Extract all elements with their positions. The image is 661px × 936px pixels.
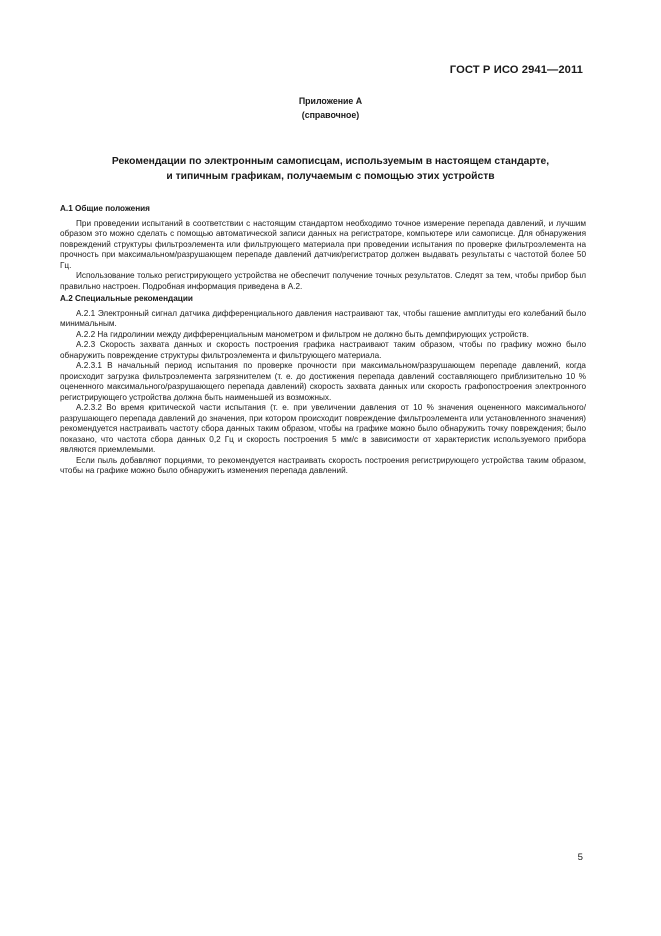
- annex-title: Приложение А: [298, 96, 363, 106]
- paragraph-a2-last: Если пыль добавляют порциями, то рекомендуется настраивать скорость построения регистрирующего устройства таким образом, чтобы на графике можно было обнаружить изменения перепада давлений.: [60, 455, 586, 475]
- annex-subtitle: (справочное): [301, 110, 360, 120]
- annex-heading: [0, 94, 661, 122]
- main-title-line2: и типичным графикам, получаемым с помощью этих устройств: [166, 170, 495, 182]
- main-title: [60, 155, 601, 184]
- page-number: 5: [577, 852, 583, 863]
- main-title-line1: Рекомендации по электронным самописцам, используемым в настоящем стандарте,: [111, 156, 550, 167]
- paragraph-a2-3-1: А.2.3.1 В начальный период испытания по проверке прочности при максимальном/разрушающем перепаде давлений, когда происходит загрузка фильтроэлемента загрязнителем (т. е. до достижения перепада давлений составляющего приблизительно 10 % оцененного максимального/разрушающего перепада давлений) скорость захвата данных или скорость графопостроения электронного регистрирующего устройства должна быть наименьшей из возможных.: [60, 361, 586, 402]
- paragraph-a2-1: А.2.1 Электронный сигнал датчика дифференциального давления настраивают так, чтобы гашение амплитуды его колебаний было минимальным.: [60, 308, 586, 328]
- standard-code: ГОСТ Р ИСО 2941—2011: [449, 64, 583, 76]
- section-a2-heading: А.2 Специальные рекомендации: [60, 294, 193, 303]
- document-body: [60, 204, 586, 477]
- paragraph-a1-1: При проведении испытаний в соответствии с настоящим стандартом необходимо точное измерение перепада давлений, и лучшим образом это можно сделать с помощью автоматической записи данных на регистраторе, компьютере или самописце. Для обнаружения повреждений структуры фильтроэлемента или фильтрующего материала при проведении испытания по проверке фильтроэлемента на прочность при максимальном/разрушающем перепаде давлений датчик/регистратор должен выдавать результаты с частотой более 50 Гц.: [60, 218, 586, 270]
- paragraph-a1-2: Использование только регистрирующего устройства не обеспечит получение точных результатов. Следят за тем, чтобы прибор был правильно настроен. Подробная информация приведена в А.2.: [60, 271, 586, 291]
- paragraph-a2-3-2: А.2.3.2 Во время критической части испытания (т. е. при увеличении давления от 10 % значения оцененного максимального/разрушающего перепада давлений до значения, при котором происходит повреждение фильтроэлемента или установленного значения) рекомендуется настраивать частоту сбора данных таким образом, чтобы на графике можно было обнаружить точку повреждения; было показано, что частота сбора данных 0,2 Гц и скорость построения 5 мм/с в зависимости от характеристик используемого прибора являются приемлемыми.: [60, 403, 586, 454]
- section-a1-heading: А.1 Общие положения: [60, 204, 150, 213]
- paragraph-a2-3: А.2.3 Скорость захвата данных и скорость построения графика настраивают таким образом, чтобы по графику можно было обнаружить повреждение структуры фильтроэлемента и фильтрующего материала.: [60, 340, 586, 360]
- paragraph-a2-2: А.2.2 На гидролинии между дифференциальным манометром и фильтром не должно быть демпфирующих устройств.: [76, 329, 529, 339]
